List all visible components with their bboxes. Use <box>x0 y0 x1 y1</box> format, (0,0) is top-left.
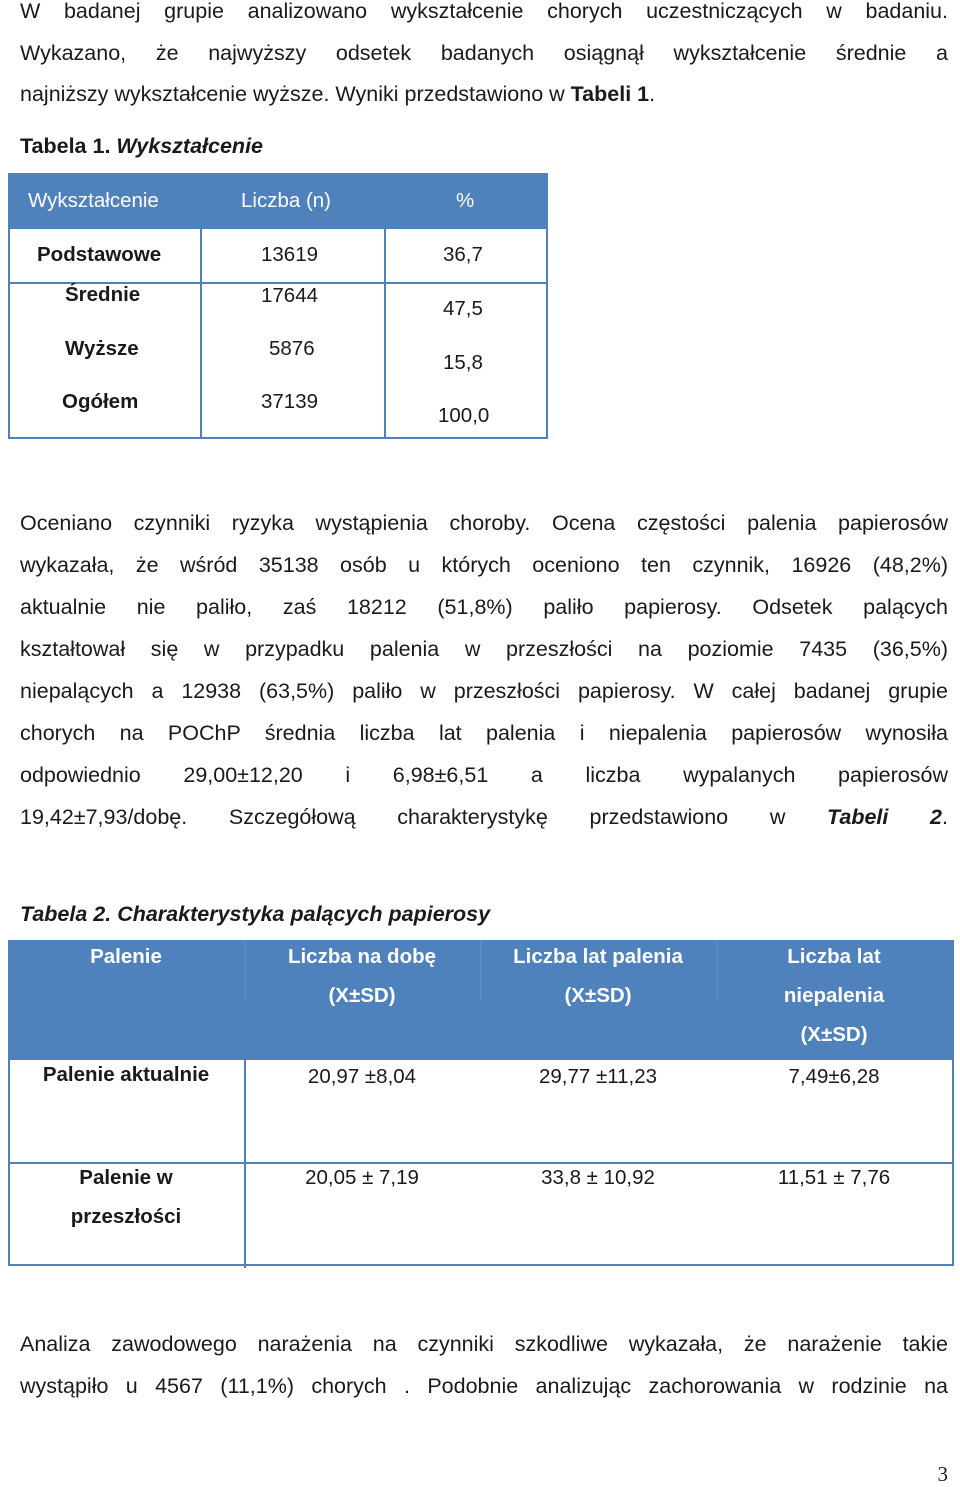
header-cell: Liczba (n) <box>241 189 332 212</box>
table1 <box>8 173 548 441</box>
table1-header <box>8 173 548 229</box>
header-cell: Liczba na dobę (X±SD) <box>287 945 437 1007</box>
table-cell: 7,49±6,28 <box>788 1065 880 1088</box>
column-divider <box>244 940 246 1000</box>
intro-line: Wykazano, że najwyższy odsetek badanych osiągnął wykształcenie średnie a <box>20 40 948 65</box>
table-cell: 13619 <box>261 243 319 266</box>
paragraph-line: kształtował się w przypadku palenia w przeszłości na poziomie 7435 (36,5%) <box>20 637 948 661</box>
table-cell: 15,8 <box>443 351 483 374</box>
paragraph-line: wystąpiło u 4567 (11,1%) chorych . Podobnie analizując zachorowania w rodzinie na <box>20 1374 948 1398</box>
table-cell: 100,0 <box>438 404 490 427</box>
table-cell: 29,77 ±11,23 <box>538 1065 658 1088</box>
smoking-paragraph <box>20 502 948 838</box>
table2 <box>8 940 954 1268</box>
table-cell: 47,5 <box>443 297 483 320</box>
table-cell: 37139 <box>261 390 319 413</box>
table1-caption: Tabela 1. Wykształcenie <box>20 134 264 158</box>
table-cell: Podstawowe <box>37 243 162 266</box>
column-divider <box>716 940 718 1000</box>
table-cell: Wyższe <box>65 337 139 360</box>
table-cell: 11,51 ± 7,76 <box>777 1166 891 1189</box>
paragraph-line: aktualnie nie paliło, zaś 18212 (51,8%) paliło papierosy. Odsetek palących <box>20 595 948 619</box>
paragraph-line: wykazała, że wśród 35138 osób u których oceniono ten czynnik, 16926 (48,2%) <box>20 553 948 577</box>
intro-line: W badanej grupie analizowano wykształcenie chorych uczestniczących w badaniu. <box>20 0 948 23</box>
table2-caption: Tabela 2. Charakterystyka palących papierosy <box>20 902 491 926</box>
paragraph-line: chorych na POChP średnia liczba lat palenia i niepalenia papierosów wynosiła <box>20 721 948 745</box>
table-ref: Tabeli 2 <box>827 805 942 829</box>
intro-paragraph <box>20 0 948 121</box>
column-divider <box>384 229 386 439</box>
exposure-paragraph <box>20 1323 948 1407</box>
header-cell: Liczba lat niepalenia (X±SD) <box>783 945 885 1046</box>
table-cell: Ogółem <box>62 390 139 413</box>
table-cell: 20,05 ± 7,19 <box>305 1166 419 1189</box>
intro-line: najniższy wykształcenie wyższe. Wyniki przedstawiono w Tabeli 1. <box>20 82 656 106</box>
table-cell: 17644 <box>261 284 319 307</box>
paragraph-line: 19,42±7,93/dobę. Szczegółową charakterystykę przedstawiono w Tabeli 2. <box>20 805 948 829</box>
header-cell: % <box>456 189 475 212</box>
header-cell: Palenie <box>90 945 162 968</box>
paragraph-line: Oceniano czynniki ryzyka wystąpienia choroby. Ocena częstości palenia papierosów <box>20 511 948 535</box>
column-divider <box>200 229 202 439</box>
column-divider <box>480 940 482 1000</box>
table-ref: Tabeli 1 <box>570 82 650 106</box>
table-cell: 33,8 ± 10,92 <box>541 1166 655 1189</box>
table-cell: 5876 <box>269 337 315 360</box>
header-cell: Wykształcenie <box>28 189 159 212</box>
table-cell: Palenie w przeszłości <box>70 1166 182 1228</box>
paragraph-line: Analiza zawodowego narażenia na czynniki szkodliwe wykazała, że narażenie takie <box>20 1332 948 1356</box>
paragraph-line: niepalących a 12938 (63,5%) paliło w przeszłości papierosy. W całej badanej grupie <box>20 679 948 703</box>
table-cell: Średnie <box>65 283 141 306</box>
header-cell: Liczba lat palenia (X±SD) <box>513 945 683 1007</box>
table-cell: 36,7 <box>443 243 483 266</box>
paragraph-line: odpowiednio 29,00±12,20 i 6,98±6,51 a liczba wypalanych papierosów <box>20 763 948 787</box>
page-number: 3 <box>937 1462 948 1486</box>
table-cell: 20,97 ±8,04 <box>307 1065 417 1088</box>
table-cell: Palenie aktualnie <box>42 1063 210 1086</box>
